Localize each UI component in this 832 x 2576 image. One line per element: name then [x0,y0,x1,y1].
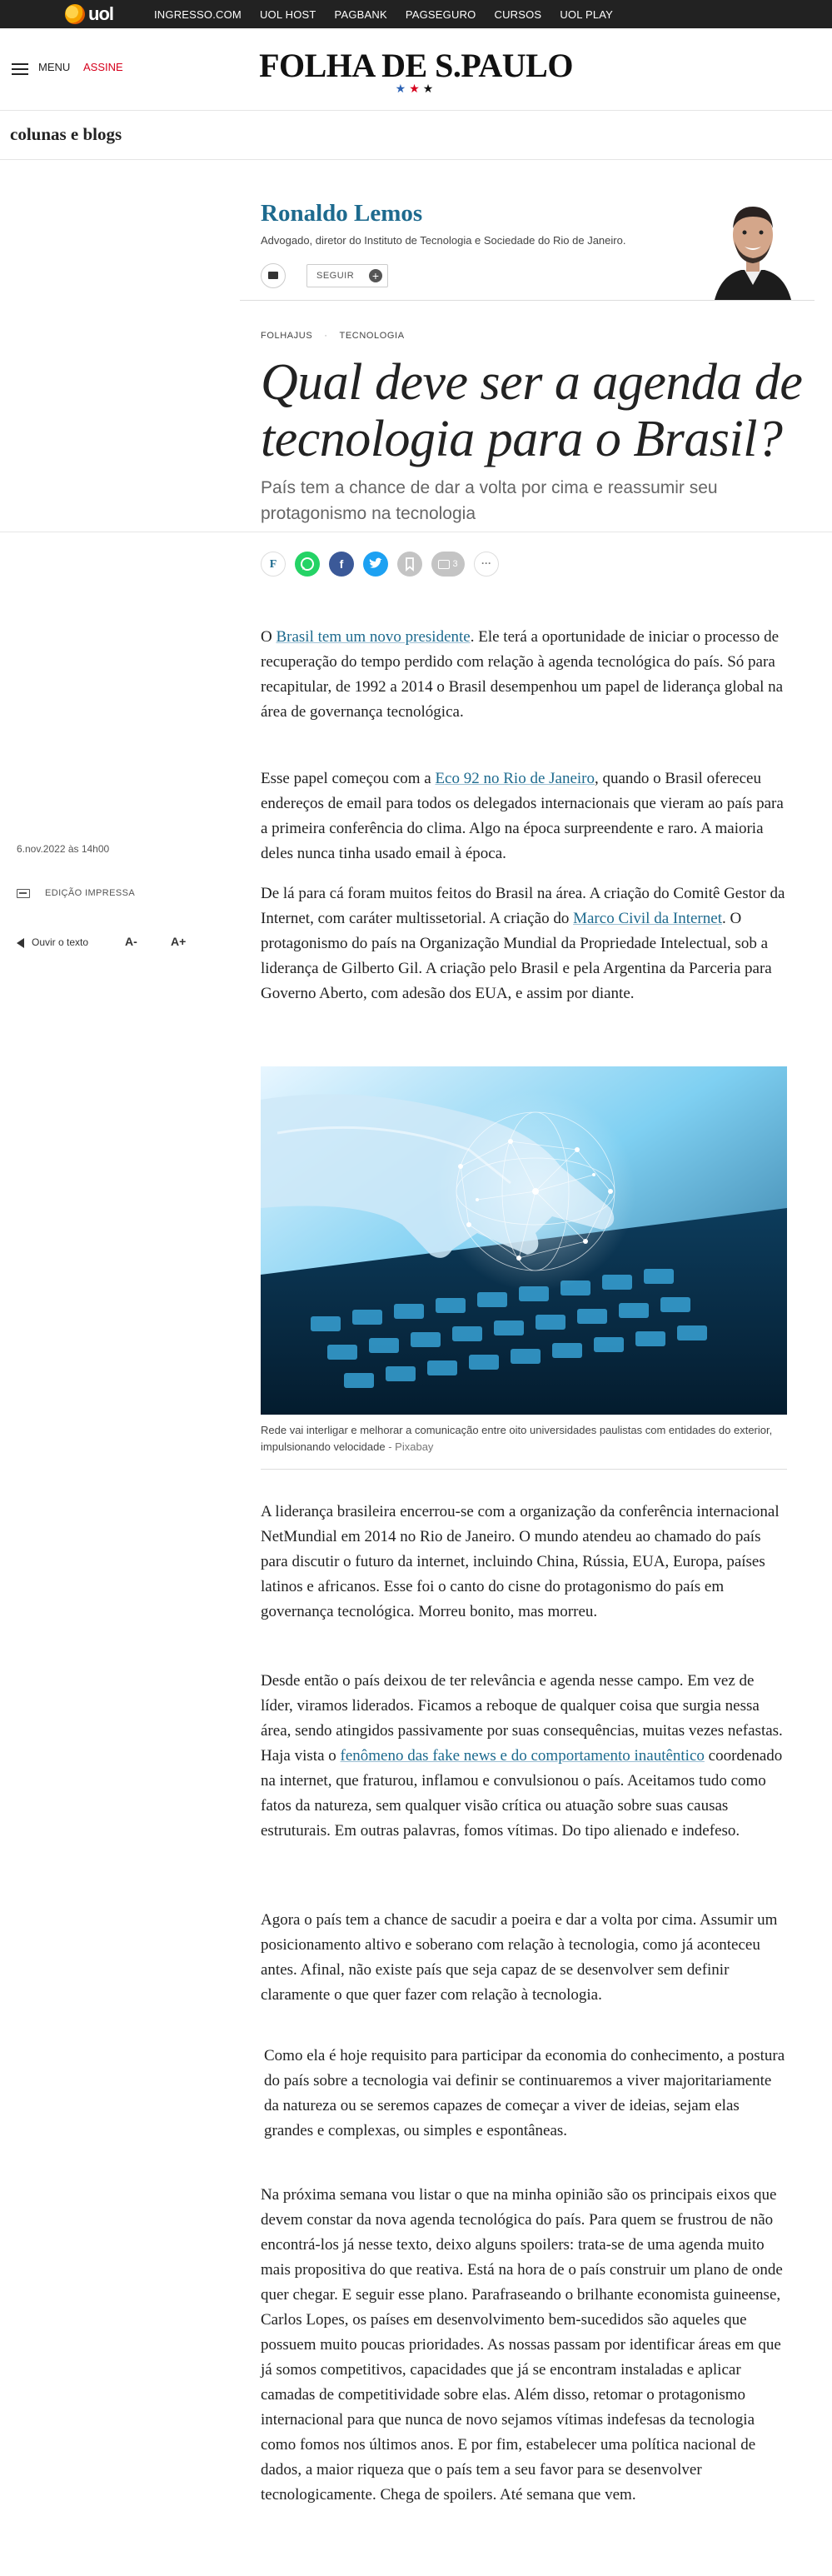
email-author-button[interactable] [261,263,286,288]
link-eco-92[interactable]: Eco 92 no Rio de Janeiro [435,770,595,787]
menu-button[interactable]: MENU [38,61,71,73]
follow-button[interactable] [306,264,388,287]
mail-icon [268,272,278,279]
paragraph-1 [261,625,787,725]
author-name[interactable]: Ronaldo Lemos [261,200,423,227]
link-fake-news[interactable]: fenômeno das fake news e do comportamento inautêntico [340,1747,705,1765]
uol-top-bar [0,0,832,28]
text: coordenado na internet, que fraturou, inflamou e convulsionou o país. Aceitamos tudo como fatos da natureza, sem qualquer visão crítica ou atuação sobre suas causas estruturais. Em outras palavras, fomos vítimas. Do tipo alienado e indefeso. [261,1747,783,1840]
twitter-icon[interactable] [363,552,388,577]
uol-link-ingresso[interactable]: INGRESSO.COM [154,7,242,21]
link-novo-presidente[interactable]: Brasil tem um novo presidente [276,628,471,646]
listen-button[interactable]: Ouvir o texto [32,936,89,948]
article-image[interactable] [261,1066,787,1415]
uol-link-cursos[interactable]: CURSOS [494,7,542,21]
article-standfirst: País tem a chance de dar a volta por cima e reassumir seu protagonismo na tecnologia [261,478,718,523]
follow-label: SEGUIR [316,271,355,281]
uol-link-host[interactable]: UOL HOST [259,7,316,21]
folha-logo[interactable]: FOLHA DE S.PAULO [259,47,573,84]
text: Esse papel começou com a [261,770,436,787]
uol-ball-icon [65,4,85,24]
subscribe-link[interactable]: ASSINE [83,61,123,73]
article-headline: Qual deve ser a agenda de tecnologia para o Brasil? [261,354,803,467]
speaker-icon[interactable] [17,938,24,948]
author-avatar [690,192,815,300]
link-marco-civil[interactable]: Marco Civil da Internet [573,910,722,927]
more-options-icon[interactable]: ··· [474,552,499,577]
red-star-icon: ★ [409,82,423,95]
paragraph-5 [261,1669,787,1844]
logo-stars [0,82,832,96]
uol-logo-text: uol [88,3,113,24]
comment-icon [438,560,450,569]
text: O [261,628,277,646]
paragraph-6: Agora o país tem a chance de sacudir a poeira e dar a volta por cima. Assumir um posicionamento altivo e soberano com relação à tecnologia, como já aconteceu antes. Afinal, não existe país que seja capaz de se desenvolver sem definir claramente o que quer fazer com relação à tecnologia. [261,1911,778,2004]
image-caption [261,1422,787,1455]
article-kicker [261,331,405,341]
kicker-folhajus[interactable]: FOLHAJUS [261,331,313,341]
uol-logo[interactable] [65,4,123,24]
kicker-tecnologia[interactable]: TECNOLOGIA [339,331,405,341]
uol-links [154,0,613,28]
font-increase-button[interactable]: A+ [171,935,187,948]
author-box [240,192,815,301]
plus-icon: + [369,269,382,282]
paragraph-2 [261,766,787,866]
kicker-separator: · [324,331,328,341]
blue-star-icon: ★ [395,82,410,95]
uol-link-pagbank[interactable]: PAGBANK [334,7,387,21]
audio-controls [17,935,208,950]
comments-button[interactable] [431,552,465,577]
uol-link-pagseguro[interactable]: PAGSEGURO [405,7,476,21]
comments-count: 3 [452,559,458,569]
newspaper-icon [17,889,30,898]
text: Desde então o país deixou de ter relevância e agenda nesse campo. Em vez de líder, viramos liderados. Ficamos a reboque de qualquer coisa que surgia nessa área, sendo atingidos passivamente por suas consequências, muitas vezes nefastas. Haja vista o [261,1672,783,1765]
divider [261,1469,787,1470]
section-bar [0,111,832,160]
section-title[interactable]: colunas e blogs [10,124,122,144]
text: , quando o Brasil ofereceu endereços de email para todos os delegados internacionais que vieram ao país para a primeira conferência do clima. Algo na época surpreendente e raro. A maioria deles nunca tinha usado email à época. [261,770,784,862]
print-edition-label: EDIÇÃO IMPRESSA [45,888,136,898]
paragraph-3 [261,881,787,1006]
font-decrease-button[interactable]: A- [125,935,137,948]
facebook-icon[interactable]: f [329,552,354,577]
paragraph-8: Na próxima semana vou listar o que na minha opinião são os principais eixos que devem constar da nova agenda tecnológica do país. Para quem se frustrou de não encontrá-los já nesse texto, deixo alguns spoilers: trata-se de uma agenda muito mais propositiva do que reativa. Está na hora de o país construir um plano de onde quer chegar. E seguir esse plano. Parafraseando o brilhante economista guineense, Carlos Lopes, os países em desenvolvimento bem-sucedidos são aqueles que possuem muito poucas prioridades. As nossas passam por identificar áreas em que já somos competitivos, capacidades que já se encontram instaladas e aplicar camadas de competitividade sobre elas. Além disso, retomar o protagonismo internacional para que nunca de novo sejamos vítimas indefesas da tecnologia como fomos nos últimos anos. E por fim, estabelecer uma política nacional de dados, a maior riqueza que o país tem a seu favor para se desenvolver tecnologicamente. Chega de spoilers. Até semana que vem. [261,2186,783,2504]
caption-text: Rede vai interligar e melhorar a comunicação entre oito universidades paulistas com entidades do exterior, impulsionando velocidade [261,1424,773,1453]
black-star-icon: ★ [422,82,437,95]
folha-share-icon[interactable]: F [261,552,286,577]
bookmark-icon[interactable] [397,552,422,577]
whatsapp-icon[interactable] [295,552,320,577]
paragraph-4: A liderança brasileira encerrou-se com a organização da conferência internacional NetMundial em 2014 no Rio de Janeiro. O mundo atendeu ao chamado do país para discutir o futuro da internet, incluindo China, Rússia, EUA, Europa, países latinos e africanos. Esse foi o canto do cisne do protagonismo do país em governança tecnológica. Morreu bonito, mas morreu. [261,1503,780,1620]
image-credit: - Pixabay [388,1440,434,1453]
paragraph-7: Como ela é hoje requisito para participar da economia do conhecimento, a postura do país sobre a tecnologia vai definir se continuaremos a viver majoritariamente da natureza ou se seremos capazes de começar a viver de ideias, sejam elas grandes e complexas, ou simples e espontâneas. [264,2047,785,2139]
text: De lá para cá foram muitos feitos do Brasil na área. A criação do Comitê Gestor da Internet, com caráter multissetorial. A criação do [261,885,785,927]
uol-link-play[interactable]: UOL PLAY [560,7,614,21]
author-bio: Advogado, diretor do Instituto de Tecnologia e Sociedade do Rio de Janeiro. [261,234,626,247]
publish-date: 6.nov.2022 às 14h00 [17,843,110,855]
text: . O protagonismo do país na Organização Mundial da Propriedade Intelectual, sob a liderança de Gilberto Gil. A criação pelo Brasil e pela Argentina da Parceria para Governo Aberto, com adesão dos EUA, e assim por diante. [261,910,772,1002]
text: . Ele terá a oportunidade de iniciar o processo de recuperação do tempo perdido com relação à agenda tecnológica do país. Só para recapitular, de 1992 a 2014 o Brasil desempenhou um papel de liderança global na área de governança tecnológica. [261,628,784,721]
site-header [0,28,832,111]
